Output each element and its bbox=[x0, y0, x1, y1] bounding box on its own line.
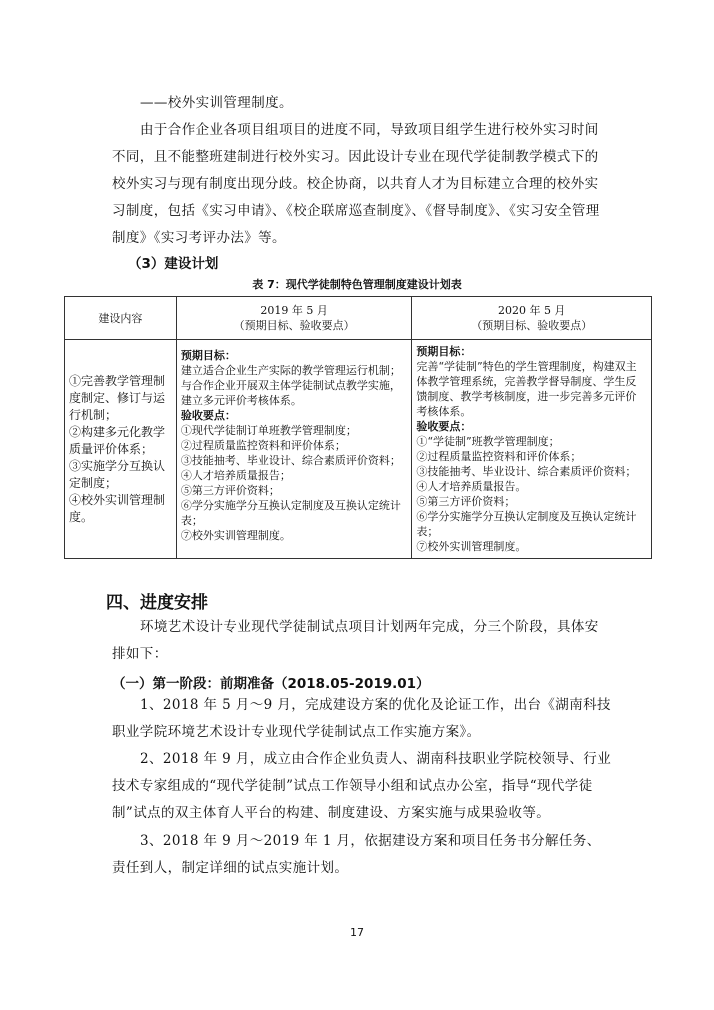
goal-text-2020: 完善“学徒制”特色的学生管理制度，构建双主体教学管理系统，完善教学督导制度、学生反馈制度、教学考核制度，进一步完善多元评价考核体系。 bbox=[416, 360, 637, 418]
header-2019 bbox=[176, 297, 412, 340]
header-2019-date: 2019 年 5 月 bbox=[260, 304, 328, 317]
header-content: 建设内容 bbox=[65, 297, 177, 340]
check-item-2020: ①“学徒制”班教学管理制度； bbox=[416, 435, 560, 448]
goal-label-2019: 预期目标： bbox=[180, 349, 236, 362]
check-item-2020: ④人才培养质量报告。 bbox=[416, 480, 527, 493]
check-label-2019: 验收要点： bbox=[180, 409, 236, 422]
check-label-2020: 验收要点： bbox=[416, 420, 472, 433]
plan-heading: （3）建设计划 bbox=[128, 256, 219, 272]
content-item: ②构建多元化教学质量评价体系； bbox=[69, 424, 166, 456]
section-intro: 环境艺术设计专业现代学徒制试点项目计划两年完成，分三个阶段，具体安排如下： bbox=[112, 619, 599, 662]
check-item-2019: ②过程质量监控资料和评价体系； bbox=[180, 439, 346, 452]
goal-label-2020: 预期目标： bbox=[416, 345, 472, 358]
list-item: 1、2018 年 5 月～9 月，完成建设方案的优化及论证工作，出台《湖南科技职业学院环境艺术设计专业现代学徒制试点工作实施方案》。 bbox=[112, 697, 611, 740]
goal-text-2019: 建立适合企业生产实际的教学管理运行机制；与合作企业开展双主体学徒制试点教学实施，建立多元评价考核体系。 bbox=[180, 364, 401, 407]
header-2020-date: 2020 年 5 月 bbox=[497, 304, 566, 317]
check-item-2019: ⑦校外实训管理制度。 bbox=[180, 529, 291, 542]
intro-paragraph: 由于合作企业各项目组项目的进度不同，导致项目组学生进行校外实习时间不同，且不能整班建制进行校外实习。因此设计专业在现代学徒制教学模式下的校外实习与现有制度出现分歧。校企协商，以共育人才为目标建立合理的校外实习制度，包括《实习申请》、《校企联席巡查制度》、《督导制度》、《实习安全管理制度》《实习考评办法》等。 bbox=[112, 122, 600, 246]
check-item-2019: ①现代学徒制订单班教学管理制度； bbox=[180, 424, 357, 437]
check-item-2019: ⑥学分实施学分互换认定制度及互换认定统计表； bbox=[180, 499, 401, 527]
check-item-2020: ②过程质量监控资料和评价体系； bbox=[416, 450, 582, 463]
check-item-2019: ④人才培养质量报告； bbox=[180, 469, 291, 482]
page-number: 17 bbox=[350, 926, 364, 939]
table-row bbox=[65, 340, 652, 559]
content-item: ①完善教学管理制度制定、修订与运行机制； bbox=[69, 373, 166, 422]
content-cell bbox=[65, 340, 177, 559]
table-caption: 表 7：现代学徒制特色管理制度建设计划表 bbox=[252, 278, 462, 291]
header-2019-sub: （预期目标、验收要点） bbox=[233, 319, 355, 332]
content-item: ④校外实训管理制度。 bbox=[69, 492, 166, 524]
plan-table bbox=[64, 296, 652, 559]
table-header-row bbox=[65, 297, 652, 340]
header-2020-sub: （预期目标、验收要点） bbox=[471, 319, 593, 332]
plan-2020-cell bbox=[412, 340, 652, 559]
section-title: 四、进度安排 bbox=[106, 593, 208, 613]
check-item-2020: ⑥学分实施学分互换认定制度及互换认定统计表； bbox=[416, 510, 637, 538]
stage1-heading: （一）第一阶段：前期准备（2018.05-2019.01） bbox=[112, 676, 430, 692]
plan-2019-cell bbox=[176, 340, 412, 559]
list-item: 3、2018 年 9 月～2019 年 1 月，依据建设方案和项目任务书分解任务、责任到人，制定详细的试点实施计划。 bbox=[112, 833, 601, 876]
check-item-2020: ③技能抽考、毕业设计、综合素质评价资料； bbox=[416, 465, 637, 478]
header-2020 bbox=[412, 297, 652, 340]
check-item-2019: ⑤第三方评价资料； bbox=[180, 484, 280, 497]
list-item: 2、2018 年 9 月，成立由合作企业负责人、湖南科技职业学院校领导、行业技术专家组成的“现代学徒制”试点工作领导小组和试点办公室，指导“现代学徒制”试点的双主体育人平台的构建、制度建设、方案实施与成果验收等。 bbox=[112, 751, 612, 821]
intro-dash-line: ——校外实训管理制度。 bbox=[140, 95, 293, 111]
check-item-2020: ⑤第三方评价资料； bbox=[416, 495, 516, 508]
check-item-2020: ⑦校外实训管理制度。 bbox=[416, 540, 527, 553]
check-item-2019: ③技能抽考、毕业设计、综合素质评价资料； bbox=[180, 454, 401, 467]
content-item: ③实施学分互换认定制度； bbox=[69, 458, 166, 490]
